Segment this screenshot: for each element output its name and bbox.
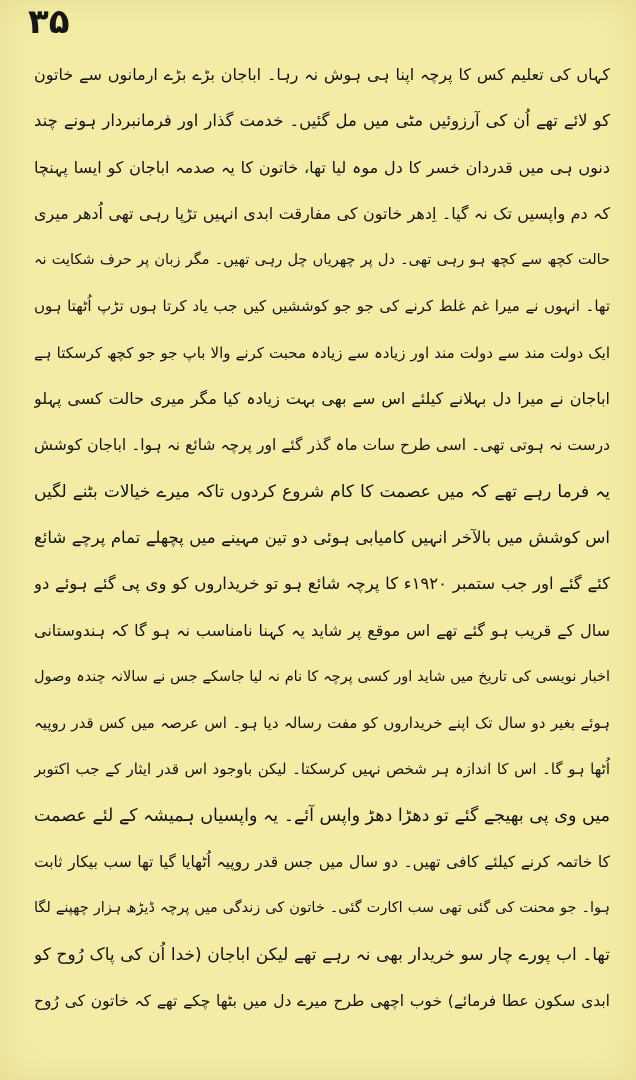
text-line: دنوں ہی میں قدردان خسر کا دل موہ لیا تھا، خاتون کا یہ صدمہ اباجان کو ایسا پہنچا <box>34 157 610 177</box>
text-line: یہ فرما رہے تھے کہ میں عصمت کا کام شروع کردوں تاکہ میرے خیالات بٹنے لگیں <box>34 481 610 502</box>
text-line: تھا۔ اب پورے چار سو خریدار بھی نہ رہے تھے لیکن اباجان (خدا اُن کی پاک رُوح کو <box>34 944 610 965</box>
text-line: کہاں کی تعلیم کس کا پرچہ اپنا ہی ہوش نہ رہا۔ اباجان بڑے بڑے ارمانوں سے خاتون <box>34 65 610 84</box>
text-line: کئے گئے اور جب ستمبر ۱۹۲۰ء کا پرچہ شائع ہو تو خریداروں کو وی پی گئے ہوئے دو <box>34 574 610 594</box>
text-line: کو لائے تھے اُن کی آرزوئیں مٹی میں مل گئیں۔ خدمت گذار اور فرمانبردار ہونے چند <box>34 111 610 131</box>
text-line: ابدی سکون عطا فرمائے) خوب اچھی طرح میرے دل میں بٹھا چکے تھے کہ خاتون کی رُوح <box>34 991 610 1010</box>
text-line: اُٹھا ہو گا۔ اس کا اندازہ ہر شخص نہیں کرسکتا۔ لیکن باوجود اس قدر ایثار کے جب اکتوبر <box>34 760 610 779</box>
text-line: ہوئے بغیر دو سال تک اپنے خریداروں کو مفت رسالہ دیا ہو۔ اس عرصہ میں کس قدر روپیہ <box>34 714 610 733</box>
page-number: ۳۵ <box>28 2 70 42</box>
text-line: اس کوشش میں بالآخر انہیں کامیابی ہوئی دو تین مہینے میں پچھلے تمام پرچے شائع <box>34 527 610 547</box>
text-line: حالت کچھ سے کچھ ہو رہی تھی۔ دل پر چھریاں چل رہی تھیں۔ مگر زبان پر حرف شکایت نہ <box>34 252 610 269</box>
text-line: سال کے قریب ہو گئے تھے اس موقع پر شاید یہ کہنا نامناسب نہ ہو گا کہ ہندوستانی <box>34 620 610 640</box>
text-line: درست نہ ہوتی تھی۔ اسی طرح سات ماہ گذر گئے اور پرچہ شائع نہ ہوا۔ اباجان کوشش <box>34 436 610 455</box>
text-line: ہوا۔ جو محنت کی گئی تھی سب اکارت گئی۔ خاتون کی زندگی میں پرچہ ڈیڑھ ہزار چھپنے لگا <box>34 900 610 917</box>
text-line: ایک دولت مند سے دولت مند اور زیادہ سے زیادہ محبت کرنے والا باپ جو جو کچھ کرسکتا ہے <box>34 343 610 362</box>
text-line: کا خاتمہ کرنے کیلئے کافی تھیں۔ دو سال میں جس قدر روپیہ اُٹھایا گیا تھا سب بیکار ثابت <box>34 853 610 872</box>
text-line: اباجان نے میرا دل بہلانے کیلئے اس سے بھی بہت زیادہ کیا مگر میری حالت کسی پہلو <box>34 389 610 409</box>
text-line: کہ دم واپسیں تک نہ گیا۔ اِدھر خاتون کی مفارقت ابدی انہیں تڑپا رہی تھی اُدھر میری <box>34 203 610 223</box>
urdu-body-text <box>34 52 610 1024</box>
text-line: اخبار نویسی کی تاریخ میں شاید اور کسی پرچہ کا نام نہ لیا جاسکے جس نے سالانہ چندہ وصول <box>34 668 610 685</box>
text-line: میں وی پی بھیجے گئے تو دھڑا دھڑ واپس آئے۔ یہ واپسیاں ہمیشہ کے لئے عصمت <box>34 805 610 826</box>
text-line: تھا۔ انہوں نے میرا غم غلط کرنے کی جو جو کوششیں کیں جب یاد کرتا ہوں تڑپ اُٹھتا ہوں <box>34 297 610 316</box>
